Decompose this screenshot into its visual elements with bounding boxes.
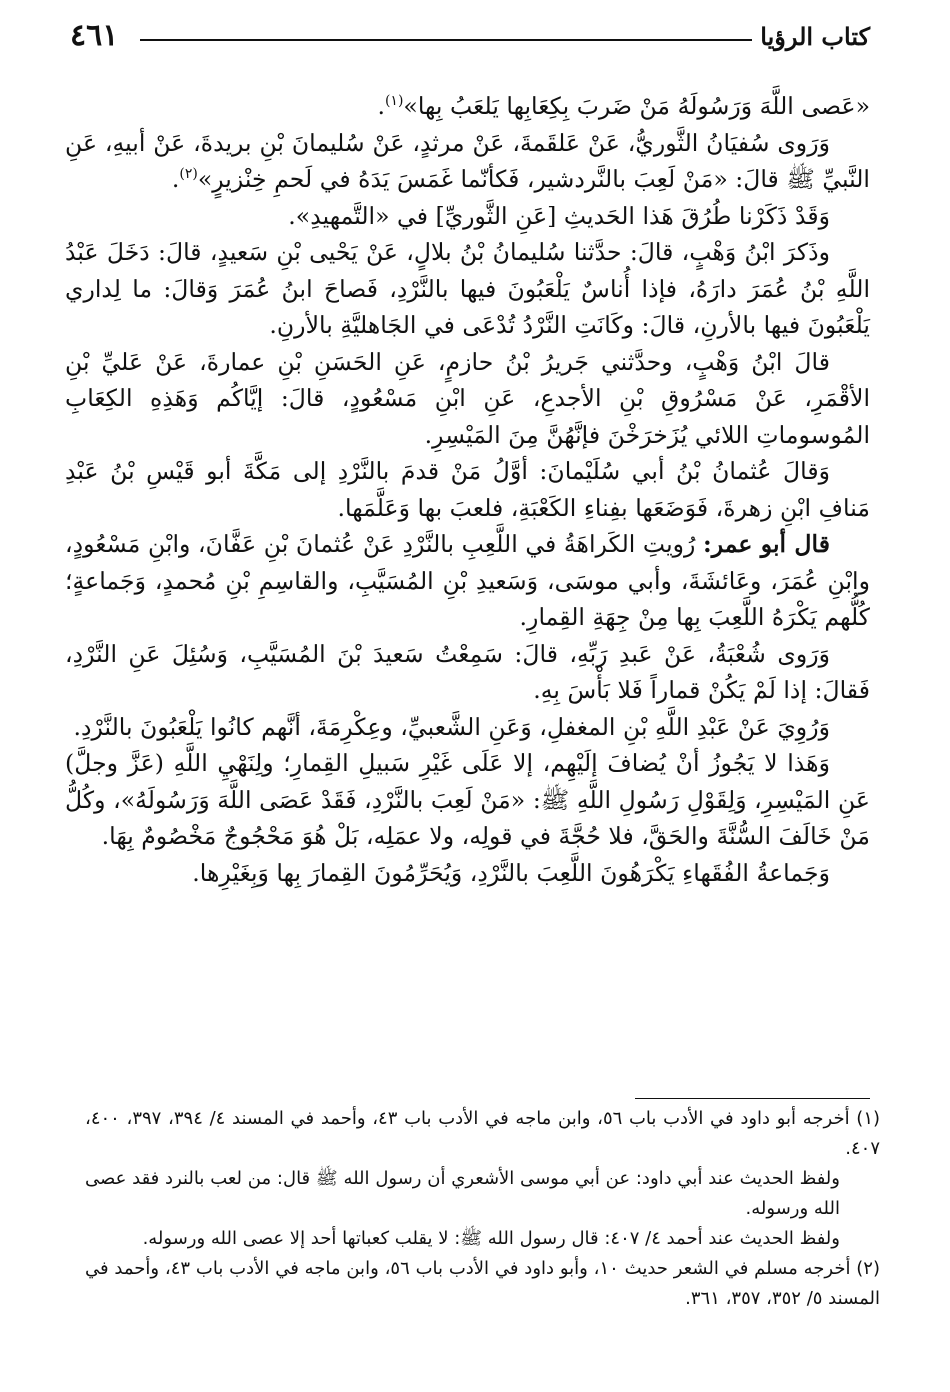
paragraph-8: وَرَوى شُعْبَةُ، عَنْ عَبدِ رَبِّهِ، قالَ: سَمِعْتُ سَعيدَ بْنَ المُسَيَّبِ، وَسُئِلَ عَنِ النَّرْدِ، فَقالَ: إذا لَمْ يَكُنْ قماراً فَلا بَأْسَ بِهِ.	[65, 639, 870, 704]
main-text	[65, 88, 870, 891]
header-rule	[140, 39, 752, 41]
footnote-ref-1: (١)	[384, 93, 404, 110]
paragraph-7-text: رُويتِ الكَراهَةُ في اللَّعِبِ بالنَّرْدِ عَنْ عُثمانَ بْنِ عَفَّانَ، وابْنِ مَسْعُودٍ، وابْنِ عُمَرَ، وعَائشَةَ، وأبي موسَى، وَسَعيدِ بْنِ المُسَيَّبِ، والقاسِمِ بْنِ مُحمدٍ، وَجَماعةٍ؛ كُلُّهم يَكْرَهُ اللَّعِبَ بِها مِنْ جِهَةِ القِمارِ.	[65, 530, 870, 631]
footnote-1-detail-b: ولفظ الحديث عند أحمد ٤/ ٤٠٧: قال رسول الله ﷺ: لا يقلب كعباتها أحد إلا عصى الله ورسوله.	[142, 1228, 840, 1249]
footnote-ref-2: (٢)	[179, 166, 198, 183]
page-header	[70, 10, 870, 60]
paragraph-9: وَرُوِيَ عَنْ عَبْدِ اللَّهِ بْنِ المغفلِ، وَعَنِ الشَّعبيِّ، وعِكْرِمَةَ، أنَّهم كانُوا يَلْعَبُونَ بالنَّرْدِ.	[73, 712, 830, 741]
footnote-rule	[635, 1098, 870, 1099]
footnotes	[85, 1104, 880, 1314]
footnote-1: (١) أخرجه أبو داود في الأدب باب ٥٦، وابن ماجه في الأدب باب ٤٣، وأحمد في المسند ٤/ ٣٩٤، ٣٩٧، ٤٠٠، ٤٠٧.	[85, 1108, 881, 1159]
paragraph-1-text: «عَصى اللَّهَ وَرَسُولَهُ مَنْ ضَربَ بِكِعَابِها يَلعَبُ بِها»	[403, 92, 870, 120]
paragraph-1	[65, 88, 870, 125]
paragraph-10: وَهَذا لا يَجُوزُ أنْ يُضافَ إلَيْهِم، إلا عَلَى غَيْرِ سَبيلِ القِمارِ؛ ولِنَهْيِ اللَّهِ (عَزَّ وجلَّ) عَنِ المَيْسِرِ، وَلِقَوْلِ رَسُولِ اللَّهِ ﷺ: «مَنْ لَعِبَ بالنَّرْدِ، فَقَدْ عَصَى اللَّهَ وَرَسُولَهُ»، وكُلُّ مَنْ خَالَفَ السُّنَّةَ والحَقَّ، فلا حُجَّةَ في قولِه، ولا عمَلِه، بَلْ هُوَ مَحْجُوجٌ مَخْصُومٌ بِهَا.	[65, 749, 870, 850]
paragraph-2	[65, 125, 870, 198]
paragraph-5: قالَ ابْنُ وَهْبٍ، وحدَّثني جَريرُ بْنُ حازمٍ، عَنِ الحَسَنِ بْنِ عمارةَ، عَنْ عَليِّ بْنِ الأقْمَرِ، عَنْ مَسْرُوقِ بْنِ الأجدعِ، عَنِ ابْنِ مَسْعُودٍ، قالَ: إيَّاكُم وَهَذِهِ الكِعَابِ المُوسوماتِ اللائي يُزَخرَخْنَ فإنَّهُنَّ مِنَ المَيْسِرِ.	[65, 347, 870, 449]
paragraph-7-lead: قال أبو عمر:	[703, 530, 830, 558]
paragraph-2-text: وَرَوى سُفيَانُ الثَّوريُّ، عَنْ عَلقَمةَ، عَنْ مرثدٍ، عَنْ سُليمانَ بْنِ بريدةَ، عَنْ أبيهِ، عَنِ النَّبيِّ ﷺ قالَ: «مَنْ لَعِبَ بالنَّردشير، فَكأنّما غَمَسَ يَدَهُ في لَحمِ خِنْزيرٍ»	[65, 128, 870, 193]
paragraph-2-tail: .	[171, 165, 180, 193]
footnote-2: (٢) أخرجه مسلم في الشعر حديث ١٠، وأبو داود في الأدب باب ٥٦، وابن ماجه في الأدب باب ٤٣، وأحمد في المسند ٥/ ٣٥٢، ٣٥٧، ٣٦١.	[85, 1258, 880, 1309]
paragraph-6: وَقالَ عُثمانُ بْنُ أبي سُلَيْمانَ: أوَّلُ مَنْ قدمَ بالنَّرْدِ إلى مَكَّةَ أبو قَيْسِ بْنُ عَبْدِ مَنافِ ابْنِ زهرةَ، فَوَضَعَها بفِناءِ الكَعْبَةِ، فلعبَ بها وَعَلَّمَها.	[65, 457, 870, 522]
running-title: كتاب الرؤيا	[760, 22, 870, 51]
paragraph-3: وَقَدْ ذَكَرْنا طُرُقَ هَذا الحَديثِ [عَنِ الثَّوريِّ] في «التَّمهيدِ».	[288, 201, 830, 230]
paragraph-11: وَجَماعةُ الفُقَهاءِ يَكْرَهُونَ اللَّعِبَ بالنَّرْدِ، وَيُحَرِّمُونَ القِمارَ بِها وَبِغَيْرِها.	[192, 858, 830, 887]
page-number: ٤٦١	[70, 18, 119, 53]
footnote-1-detail-a: ولفظ الحديث عند أبي داود: عن أبي موسى الأشعري أن رسول الله ﷺ قال: من لعب بالنرد فقد عصى الله ورسوله.	[85, 1168, 840, 1219]
paragraph-1-tail: .	[377, 92, 385, 120]
paragraph-7	[65, 526, 870, 636]
paragraph-4: وذَكرَ ابْنُ وَهْبٍ، قالَ: حدَّثنا سُليمانُ بْنُ بلالٍ، عَنْ يَحْيى بْنِ سَعيدٍ، قالَ: دَخَلَ عَبْدُ اللَّهِ بْنُ عُمَرَ دارَهُ، فإذا أُناسٌ يَلْعَبُونَ فيها بالنَّرْدِ، فَصاحَ ابنُ عُمَرَ وَقالَ: ما لِداري يَلْعَبُونَ فيها بالأرنِ، قالَ: وكَانَتِ النَّرْدُ تُدْعَى في الجَاهليَّةِ بالأرنِ.	[65, 238, 870, 339]
